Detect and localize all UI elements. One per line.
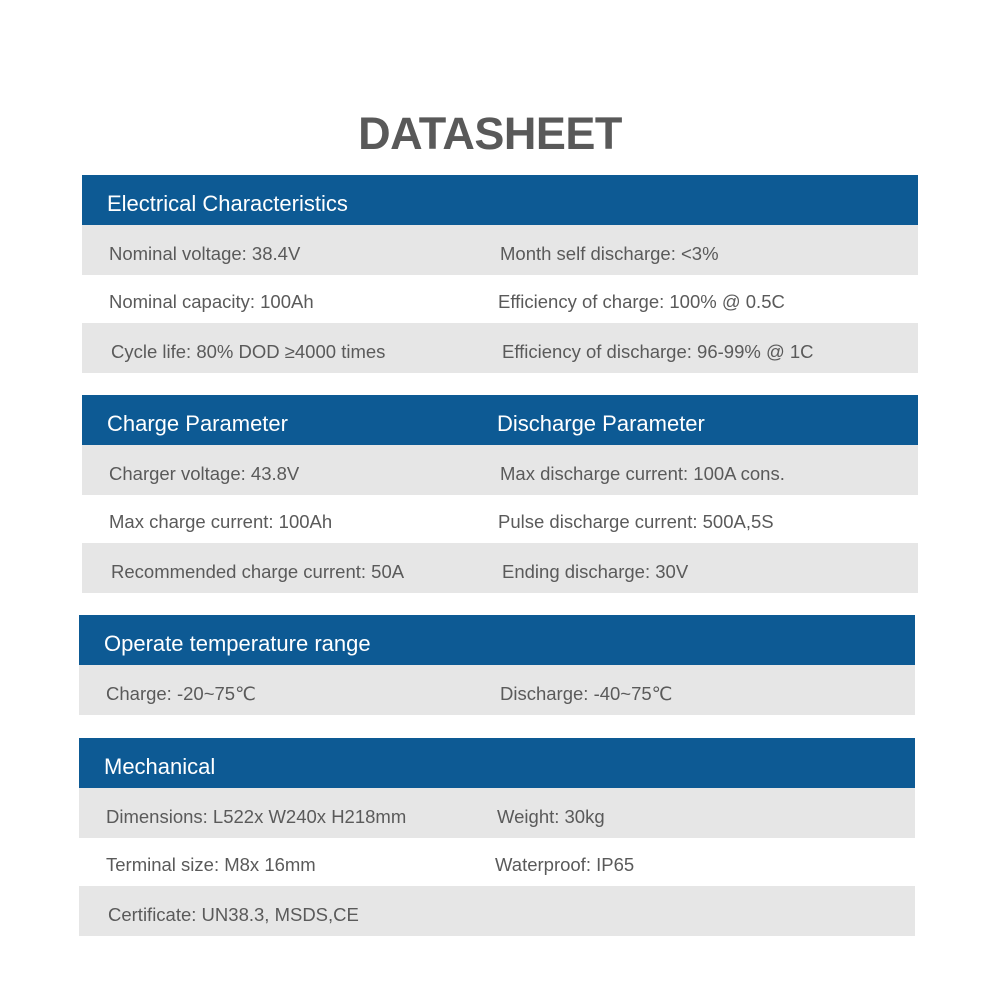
spec-left: Certificate: UN38.3, MSDS,CE [108,904,359,925]
spec-row [82,225,918,275]
mechanical-section [79,738,915,936]
section-header-label: Electrical Characteristics [107,191,348,216]
spec-right: Month self discharge: <3% [500,243,719,264]
spec-left: Nominal voltage: 38.4V [109,243,301,264]
spec-right: Pulse discharge current: 500A,5S [498,511,774,532]
section-header [79,738,915,788]
spec-left: Max charge current: 100Ah [109,511,333,532]
spec-row [79,788,915,838]
spec-left: Charger voltage: 43.8V [109,463,300,484]
spec-row [82,445,918,495]
spec-right: Ending discharge: 30V [502,561,689,582]
spec-right: Weight: 30kg [497,806,605,827]
section-header [79,615,915,665]
section-header [82,395,918,445]
spec-left: Dimensions: L522x W240x H218mm [106,806,407,827]
section-header [82,175,918,225]
spec-row [82,495,918,543]
spec-left: Cycle life: 80% DOD ≥4000 times [111,341,386,362]
spec-left: Charge: -20~75℃ [106,683,256,704]
spec-right: Waterproof: IP65 [495,854,635,875]
spec-row [82,323,918,373]
spec-left: Terminal size: M8x 16mm [106,854,316,875]
spec-row [79,886,915,936]
electrical-characteristics-section [82,175,918,373]
charge-discharge-section [82,395,918,593]
section-header-label: Mechanical [104,754,216,779]
section-header-label-left: Charge Parameter [107,411,288,436]
temperature-section [79,615,915,715]
page-title: DATASHEET [358,108,622,159]
section-header-label: Operate temperature range [104,631,371,656]
spec-right: Max discharge current: 100A cons. [500,463,785,484]
spec-right: Efficiency of charge: 100% @ 0.5C [498,291,785,312]
spec-row [79,838,915,886]
section-header-label-right: Discharge Parameter [497,411,705,436]
spec-left: Nominal capacity: 100Ah [109,291,314,312]
spec-right: Discharge: -40~75℃ [500,683,673,704]
spec-right: Efficiency of discharge: 96-99% @ 1C [502,341,814,362]
spec-row [82,275,918,323]
spec-row [82,543,918,593]
spec-left: Recommended charge current: 50A [111,561,405,582]
spec-row [79,665,915,715]
